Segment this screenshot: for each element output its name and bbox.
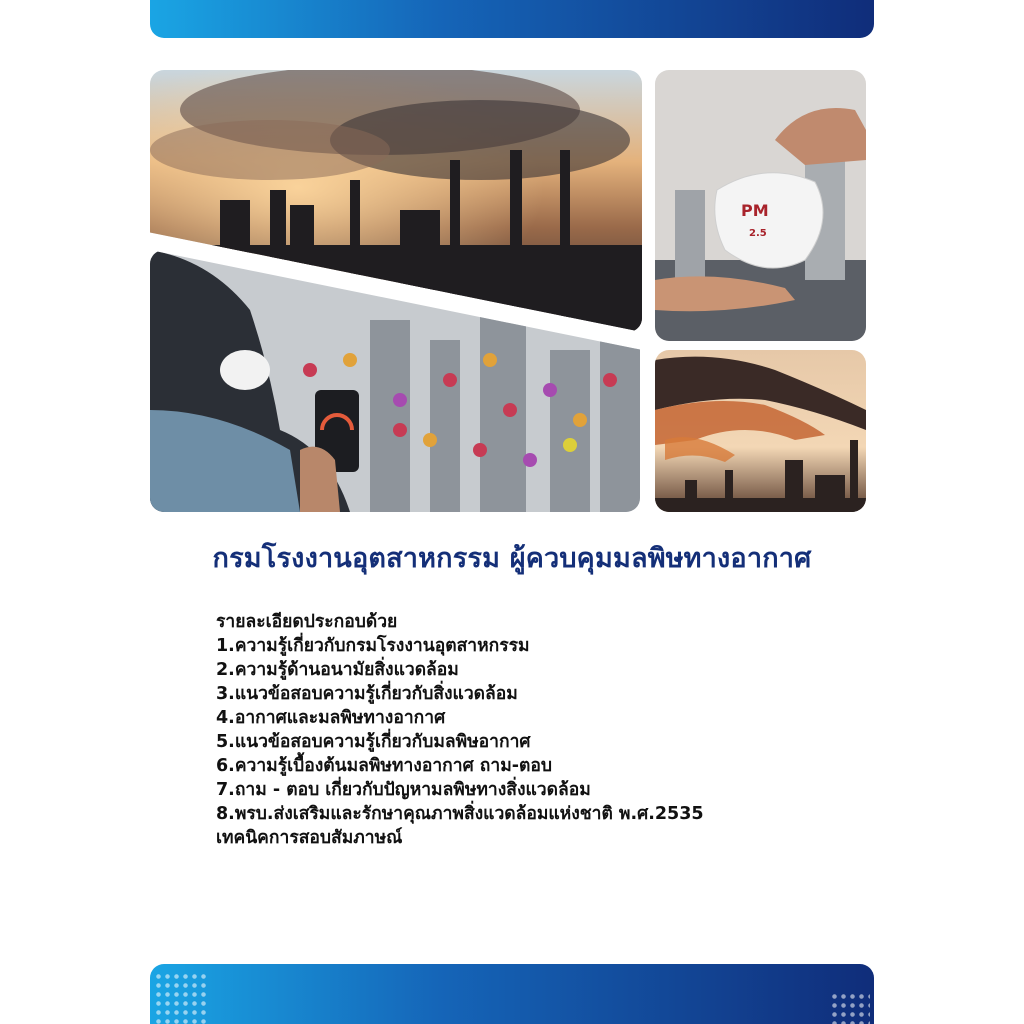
list-item: 5.แนวข้อสอบความรู้เกี่ยวกับมลพิษอากาศ	[216, 732, 531, 752]
list-item: 4.อากาศและมลพิษทางอากาศ	[216, 708, 446, 728]
dot-pattern-right	[830, 992, 870, 1024]
list-item: 8.พรบ.ส่งเสริมและรักษาคุณภาพสิ่งแวดล้อมแห่งชาติ พ.ศ.2535	[216, 804, 704, 824]
top-decorative-band	[150, 0, 874, 38]
page-title: กรมโรงงานอุตสาหกรรม ผู้ควบคุมมลพิษทางอากาศ	[212, 543, 812, 574]
dot-pattern-left	[154, 972, 208, 1024]
mask-pm-text: PM	[741, 201, 769, 220]
list-item: 7.ถาม - ตอบ เกี่ยวกับปัญหามลพิษทางสิ่งแวดล้อม	[216, 780, 591, 800]
bottom-decorative-band	[150, 964, 874, 1024]
list-item: 1.ความรู้เกี่ยวกับกรมโรงงานอุตสาหกรรม	[216, 636, 530, 656]
details-outro: เทคนิคการสอบสัมภาษณ์	[216, 828, 403, 848]
factory-smoke-photo	[655, 350, 866, 512]
list-item: 6.ความรู้เบื้องต้นมลพิษทางอากาศ ถาม-ตอบ	[216, 756, 552, 776]
details-list	[216, 610, 936, 850]
pm25-mask-photo	[655, 70, 866, 341]
list-item: 2.ความรู้ด้านอนามัยสิ่งแวดล้อม	[216, 660, 459, 680]
list-item: 3.แนวข้อสอบความรู้เกี่ยวกับสิ่งแวดล้อม	[216, 684, 518, 704]
mask-value-text: 2.5	[749, 228, 767, 239]
details-intro: รายละเอียดประกอบด้วย	[216, 612, 398, 632]
